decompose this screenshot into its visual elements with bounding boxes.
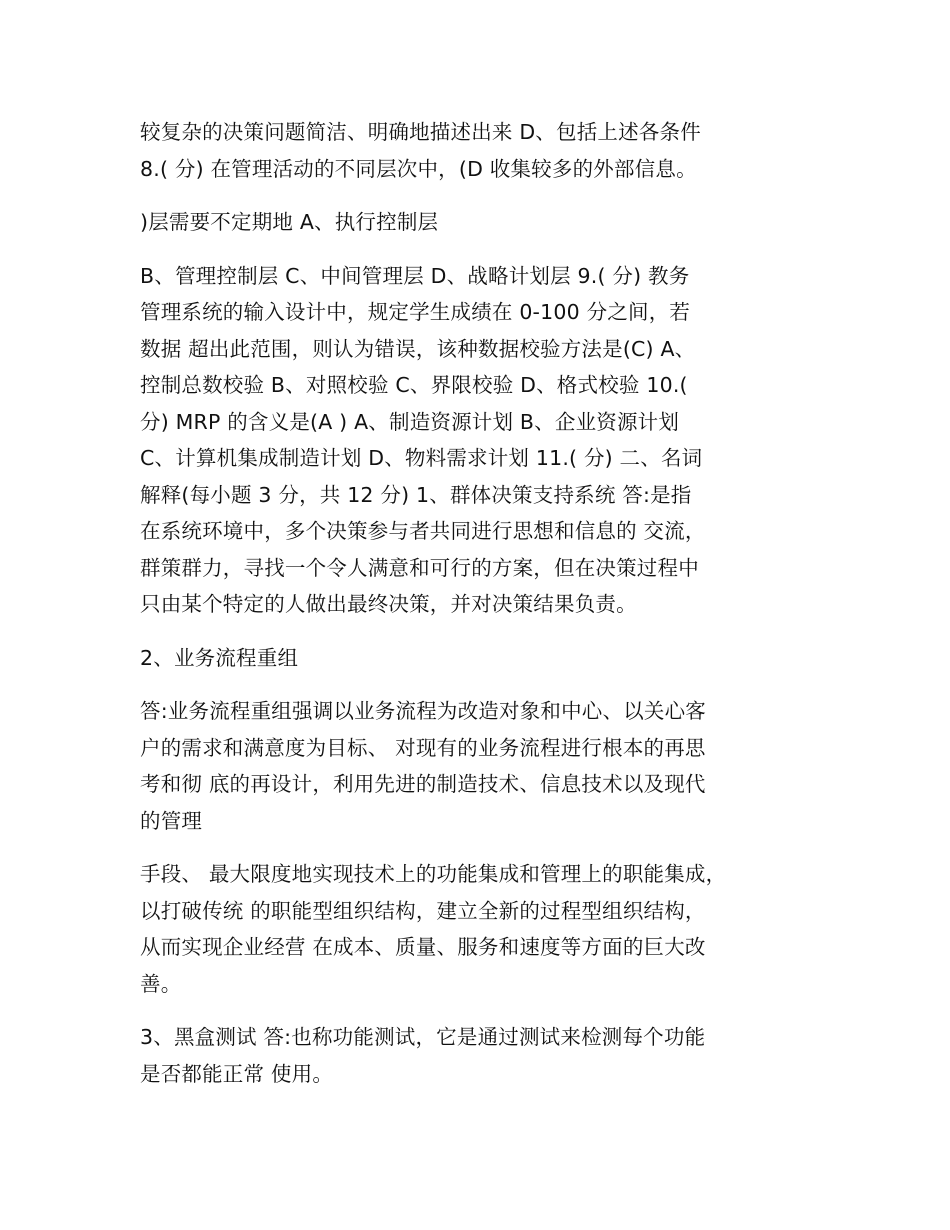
paragraph-questions-and-gdss	[140, 258, 830, 623]
text-line: 8.( 分) 在管理活动的不同层次中，(D 收集较多的外部信息。	[140, 156, 697, 181]
text-line: 群策群力，寻找一个令人满意和可行的方案，但在决策过程中	[140, 555, 699, 580]
text-line: B、管理控制层 C、中间管理层 D、战略计划层 9.( 分) 教务	[140, 263, 690, 288]
paragraph-bpr-answer	[140, 693, 830, 839]
text-line: 2、业务流程重组	[140, 645, 299, 670]
text-line: 手段、 最大限度地实现技术上的功能集成和管理上的职能集成，	[140, 862, 727, 886]
text-line: 管理系统的输入设计中，规定学生成绩在 0-100 分之间，若	[140, 300, 691, 324]
paragraph-bpr-means	[140, 856, 830, 1002]
text-line: 分) MRP 的含义是(A ) A、制造资源计划 B、企业资源计划	[140, 409, 680, 434]
text-line: 考和彻 底的再设计，利用先进的制造技术、信息技术以及现代	[140, 772, 706, 796]
text-line: 从而实现企业经营 在成本、质量、服务和速度等方面的巨大改	[140, 935, 706, 959]
text-line: 解释(每小题 3 分，共 12 分) 1、群体决策支持系统 答:是指	[140, 482, 692, 507]
text-line: )层需要不定期地 A、执行控制层	[140, 210, 439, 234]
document-body	[140, 114, 830, 1109]
paragraph-blackbox-testing	[140, 1019, 830, 1092]
text-line: 是否都能正常 使用。	[140, 1061, 334, 1086]
text-line: 数据 超出此范围，则认为错误，该种数据校验方法是(C) A、	[140, 336, 696, 361]
text-line: 善。	[140, 971, 182, 996]
text-line: 以打破传统 的职能型组织结构，建立全新的过程型组织结构，	[140, 898, 706, 923]
text-line: 控制总数校验 B、对照校验 C、界限校验 D、格式校验 10.(	[140, 373, 688, 397]
text-line: 只由某个特定的人做出最终决策，并对决策结果负责。	[140, 592, 637, 616]
text-line: 3、黑盒测试 答:也称功能测试，它是通过测试来检测每个功能	[140, 1025, 706, 1049]
text-line: 较复杂的决策问题简洁、明确地描述出来 D、包括上述各条件	[140, 120, 701, 144]
paragraph-control-layer	[140, 204, 830, 241]
paragraph-bpr-heading	[140, 640, 830, 677]
text-line: 户的需求和满意度为目标、 对现有的业务流程进行根本的再思	[140, 735, 706, 760]
text-line: 在系统环境中，多个决策参与者共同进行思想和信息的 交流，	[140, 519, 706, 543]
paragraph-decision-conditions	[140, 114, 830, 187]
text-line: 答:业务流程重组强调以业务流程为改造对象和中心、以关心客	[140, 699, 707, 723]
text-line: C、计算机集成制造计划 D、物料需求计划 11.( 分) 二、名词	[140, 446, 703, 470]
text-line: 的管理	[140, 808, 203, 833]
